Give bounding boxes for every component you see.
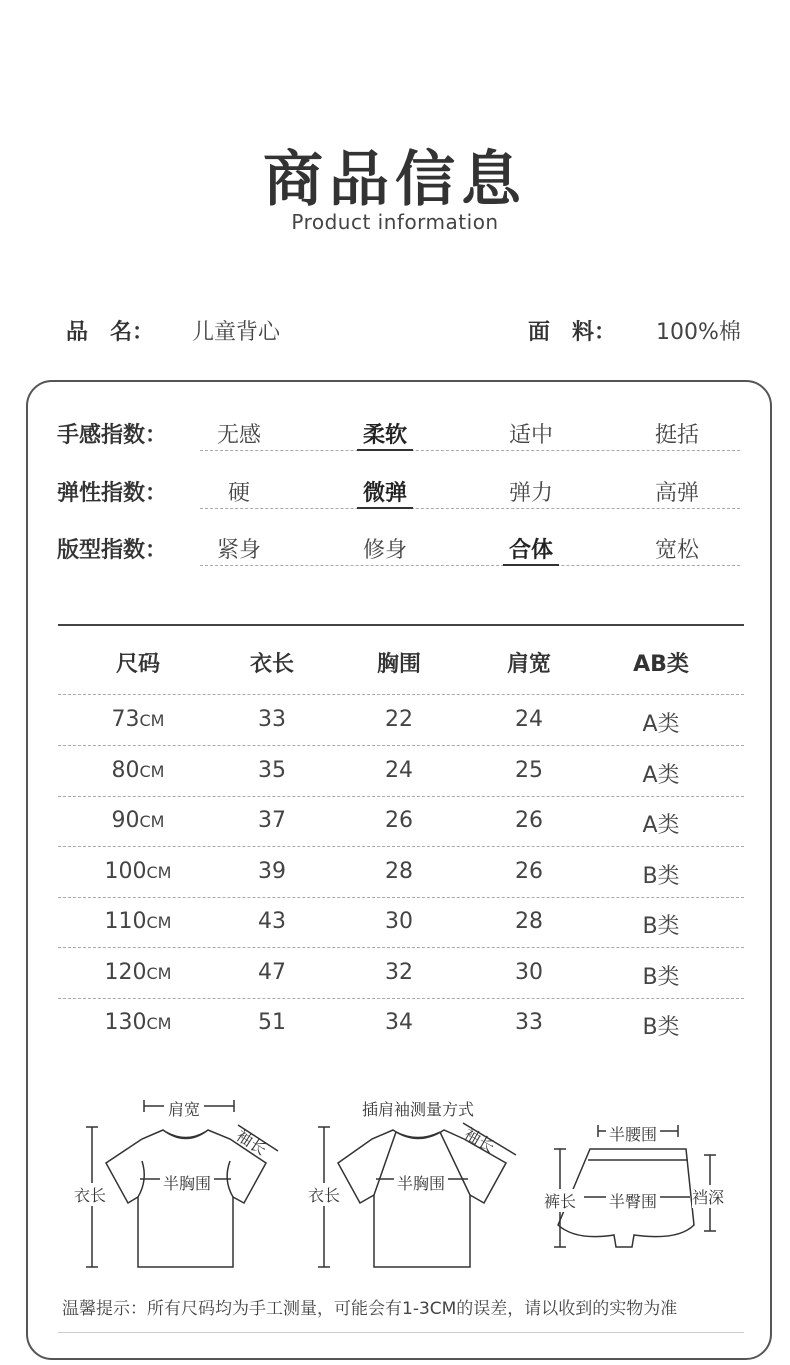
- table-cell-ab: B类: [642, 1015, 680, 1040]
- table-cell-shoulder: 26: [515, 808, 543, 833]
- size-unit: CM: [139, 711, 165, 730]
- page-title: 商品信息: [263, 145, 527, 215]
- table-row-divider: [58, 947, 744, 948]
- index-label: 手感指数：: [57, 423, 168, 448]
- index-dashed-line: [200, 450, 740, 451]
- table-cell-length: 39: [258, 858, 286, 884]
- index-label: 版型指数：: [57, 538, 168, 563]
- table-cell-chest: 26: [385, 808, 413, 833]
- size-unit: CM: [139, 761, 165, 781]
- page-subtitle: Product information: [291, 210, 499, 234]
- note-divider: [58, 1332, 744, 1333]
- table-row-divider: [58, 998, 744, 999]
- raglan-title-label: 插肩袖测量方式: [362, 1100, 475, 1119]
- table-cell-ab: A类: [642, 762, 680, 788]
- table-cell-chest: 32: [385, 959, 413, 985]
- index-option-selected: 合体: [508, 538, 553, 563]
- table-header-cell: AB类: [633, 652, 689, 677]
- size-value: 100: [104, 858, 147, 884]
- raglan-sleeve-label: 袖长: [460, 1124, 499, 1157]
- fabric-label: 面 料：: [528, 320, 617, 345]
- table-cell-chest: 22: [385, 707, 413, 732]
- table-cell-shoulder: 33: [515, 1010, 543, 1035]
- table-row-divider: [58, 694, 744, 695]
- shorts-length-label: 裤长: [544, 1189, 576, 1212]
- index-option: 宽松: [654, 538, 699, 563]
- table-row-divider: [58, 745, 744, 746]
- table-cell-length: 33: [258, 707, 286, 732]
- measurement-note: 温馨提示：所有尺码均为手工测量，可能会有1-3CM的误差，请以收到的实物为准: [62, 1299, 678, 1319]
- table-cell-ab: B类: [642, 914, 680, 939]
- size-value: 120: [104, 959, 147, 985]
- table-cell-shoulder: 25: [515, 757, 543, 783]
- size-unit: CM: [146, 1014, 172, 1033]
- table-cell-length: 43: [258, 909, 286, 934]
- table-row-divider: [58, 846, 744, 847]
- size-value: 73: [111, 707, 140, 732]
- table-cell-shoulder: 24: [515, 707, 543, 732]
- table-cell-size: [73, 1010, 203, 1035]
- size-unit: CM: [146, 963, 172, 983]
- table-header-cell: 肩宽: [506, 652, 551, 677]
- size-value: 130: [104, 1010, 147, 1035]
- size-value: 110: [104, 909, 147, 934]
- raglan-chest-label: 半胸围: [394, 1171, 448, 1194]
- size-value: 90: [111, 808, 140, 833]
- table-cell-length: 47: [258, 959, 286, 985]
- table-row-divider: [58, 796, 744, 797]
- table-cell-ab: B类: [642, 964, 680, 990]
- shorts-rise-label: 裆深: [692, 1185, 724, 1208]
- tshirt-length-label: 衣长: [74, 1183, 106, 1206]
- table-cell-size: [73, 707, 203, 732]
- index-option: 适中: [508, 423, 553, 448]
- product-name-label: 品 名：: [66, 320, 155, 345]
- index-option-selected: 柔软: [362, 423, 407, 448]
- table-header-cell: 胸围: [376, 652, 421, 677]
- table-cell-ab: A类: [642, 813, 680, 838]
- table-cell-shoulder: 28: [515, 909, 543, 934]
- table-cell-size: [73, 859, 203, 884]
- index-option: 无感: [216, 423, 261, 448]
- fabric-value: 100%棉: [656, 320, 741, 345]
- index-option: 修身: [362, 538, 407, 563]
- selected-underline: [357, 449, 413, 451]
- table-cell-shoulder: 26: [515, 858, 543, 884]
- table-top-rule: [58, 624, 744, 626]
- table-header-cell: 衣长: [249, 652, 294, 677]
- selected-underline: [357, 507, 413, 509]
- table-cell-size: [73, 808, 203, 833]
- table-cell-chest: 28: [385, 858, 413, 884]
- table-cell-ab: B类: [642, 863, 680, 889]
- size-unit: CM: [139, 812, 165, 831]
- index-option: 挺括: [654, 423, 699, 448]
- size-unit: CM: [146, 862, 172, 882]
- tshirt-chest-label: 半胸围: [160, 1171, 214, 1194]
- size-value: 80: [111, 757, 140, 783]
- product-name-value: 儿童背心: [192, 320, 281, 345]
- index-option: 紧身: [216, 538, 261, 563]
- table-cell-size: [73, 758, 203, 783]
- table-cell-chest: 34: [385, 1010, 413, 1035]
- table-cell-length: 37: [258, 808, 286, 833]
- shorts-waist-label: 半腰围: [606, 1122, 660, 1145]
- index-option-selected: 微弹: [362, 481, 407, 506]
- index-option: 高弹: [654, 481, 699, 506]
- index-label: 弹性指数：: [57, 481, 168, 506]
- table-cell-chest: 30: [385, 909, 413, 934]
- selected-underline: [503, 564, 559, 566]
- table-cell-length: 51: [258, 1010, 286, 1035]
- table-cell-shoulder: 30: [515, 959, 543, 985]
- index-option: 弹力: [508, 481, 553, 506]
- size-unit: CM: [146, 913, 172, 932]
- table-row-divider: [58, 897, 744, 898]
- table-cell-ab: A类: [642, 712, 680, 737]
- table-cell-size: [73, 960, 203, 985]
- tshirt-sleeve-label: 袖长: [232, 1125, 271, 1160]
- table-cell-size: [73, 909, 203, 934]
- index-dashed-line: [200, 565, 740, 566]
- table-cell-length: 35: [258, 757, 286, 783]
- table-cell-chest: 24: [385, 757, 413, 783]
- table-header-cell: 尺码: [115, 652, 160, 677]
- index-option: 硬: [227, 481, 250, 506]
- index-dashed-line: [200, 508, 740, 509]
- tshirt-shoulder-label: 肩宽: [164, 1097, 204, 1120]
- shorts-hip-label: 半臀围: [606, 1189, 660, 1212]
- raglan-length-label: 衣长: [308, 1183, 340, 1206]
